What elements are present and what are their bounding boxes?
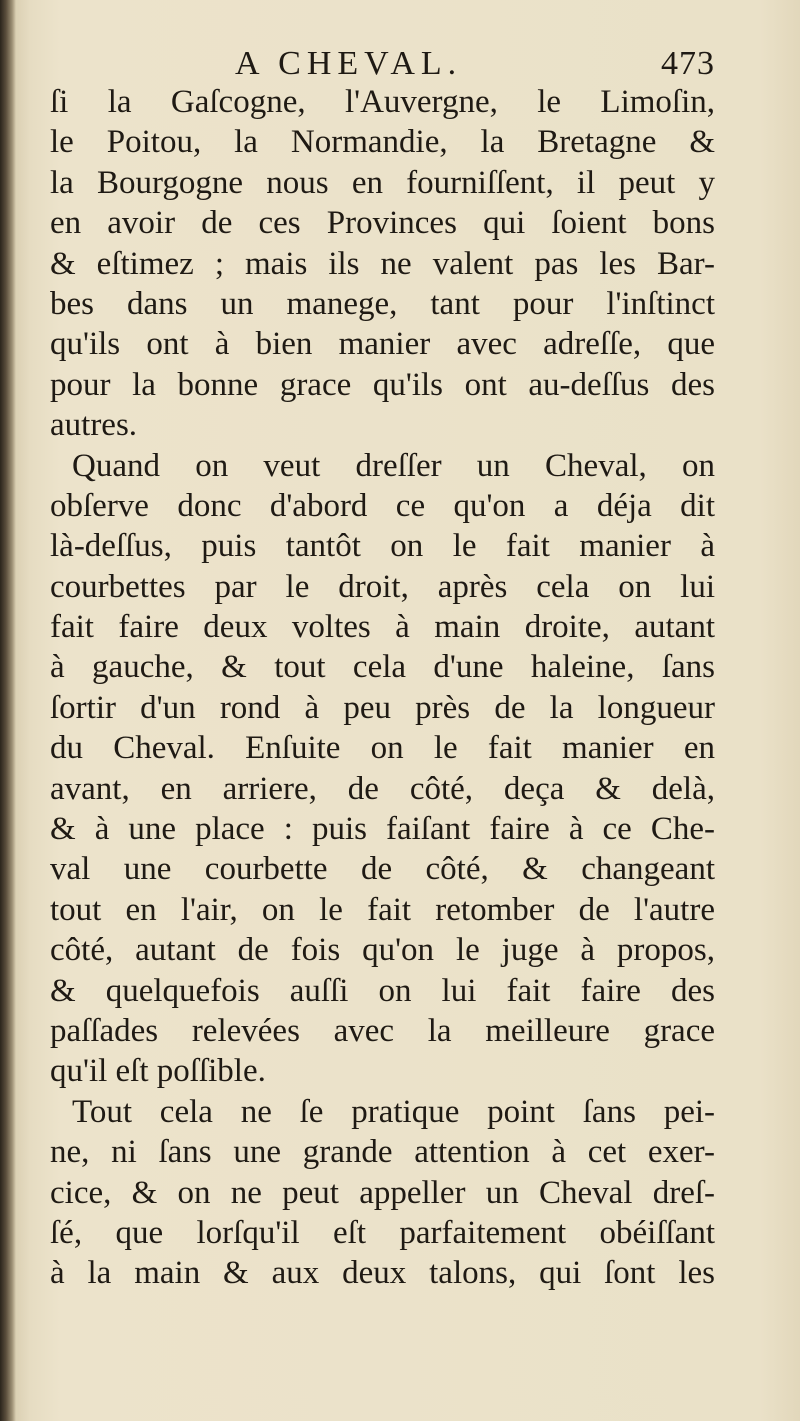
text-line: avant, en arriere, de côté, deça & delà, xyxy=(50,770,715,807)
text-line: à la main & aux deux talons, qui ſont les xyxy=(50,1255,715,1292)
text-line: obſerve donc d'abord ce qu'on a déja dit xyxy=(50,487,715,524)
text-line: fait faire deux voltes à main droite, autant xyxy=(50,609,715,646)
text-line: & eſtimez ; mais ils ne valent pas les Bar- xyxy=(50,245,715,282)
text-line: ſé, que lorſqu'il eſt parfaitement obéiſſant xyxy=(50,1214,715,1251)
text-line: ne, ni ſans une grande attention à cet exer- xyxy=(50,1134,715,1171)
running-title: A CHEVAL. xyxy=(235,45,463,82)
text-line: à gauche, & tout cela d'une haleine, ſans xyxy=(50,649,715,686)
text-line: ſi la Gaſcogne, l'Auvergne, le Limoſin, xyxy=(50,84,715,120)
text-line: autres. xyxy=(50,407,138,444)
text-line: qu'ils ont à bien manier avec adreſſe, que xyxy=(50,326,715,363)
text-line: Tout cela ne ſe pratique point ſans pei- xyxy=(72,1093,715,1130)
book-gutter xyxy=(0,0,16,1421)
text-line: qu'il eſt poſſible. xyxy=(50,1053,266,1090)
text-line: pour la bonne grace qu'ils ont au-deſſus des xyxy=(50,366,715,403)
text-line: là-deſſus, puis tantôt on le fait manier à xyxy=(50,528,715,565)
text-line: courbettes par le droit, après cela on lui xyxy=(50,568,715,605)
text-line: Quand on veut dreſſer un Cheval, on xyxy=(72,447,715,484)
text-line: paſſades relevées avec la meilleure grace xyxy=(50,1012,715,1049)
text-line: val une courbette de côté, & changeant xyxy=(50,851,715,888)
page-number: 473 xyxy=(661,45,715,82)
text-line: en avoir de ces Provinces qui ſoient bons xyxy=(50,205,715,242)
text-line: le Poitou, la Normandie, la Bretagne & xyxy=(50,124,715,161)
text-line: du Cheval. Enſuite on le fait manier en xyxy=(50,730,715,767)
body-text xyxy=(50,82,715,1294)
text-line: bes dans un manege, tant pour l'inſtinct xyxy=(50,285,715,322)
text-line: côté, autant de fois qu'on le juge à propos, xyxy=(50,932,715,969)
text-line: & quelquefois auſſi on lui fait faire des xyxy=(50,972,715,1009)
text-line: cice, & on ne peut appeller un Cheval dreſ- xyxy=(50,1174,715,1211)
text-line: & à une place : puis faiſant faire à ce Che- xyxy=(50,811,715,848)
text-line: tout en l'air, on le fait retomber de l'autre xyxy=(50,891,715,928)
text-line: ſortir d'un rond à peu près de la longueur xyxy=(50,689,715,726)
text-line: la Bourgogne nous en fourniſſent, il peut y xyxy=(50,164,715,201)
